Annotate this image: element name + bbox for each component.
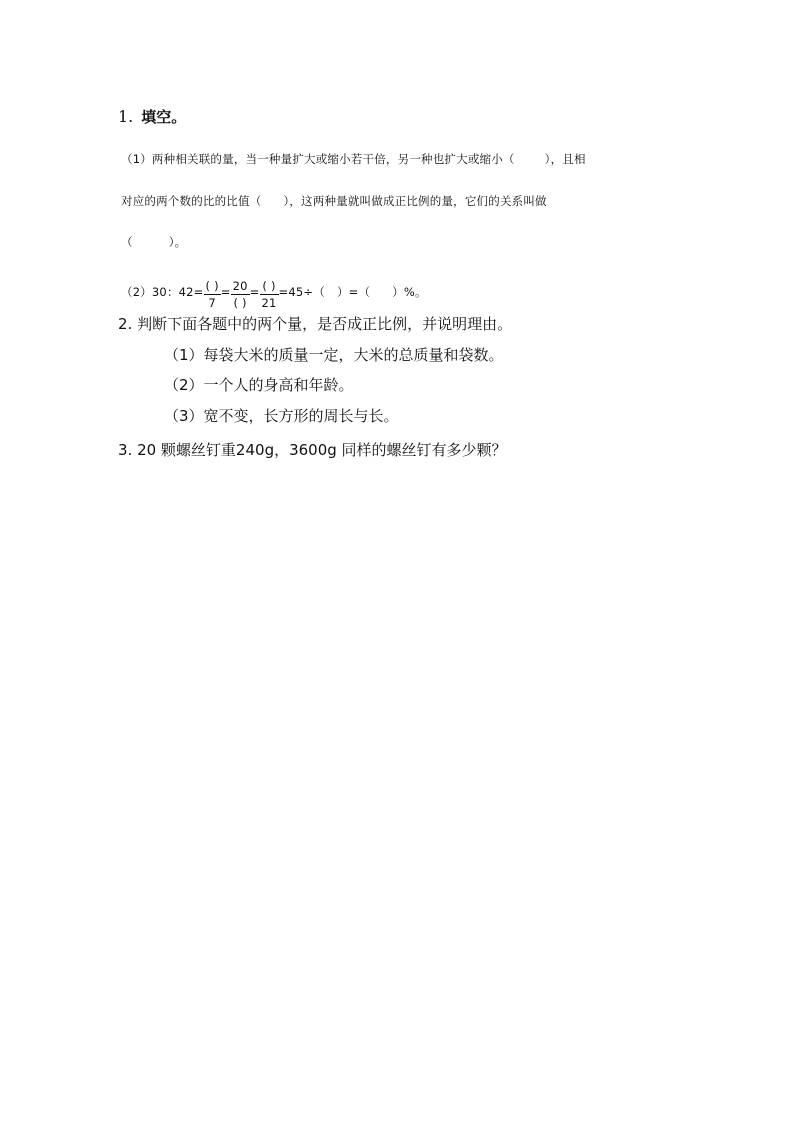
ratio-text: （2）30：42= (121, 285, 204, 299)
question-1-number: 1. (118, 107, 134, 126)
fraction-3 (260, 278, 279, 311)
equals-sign: = (249, 285, 260, 299)
fraction-3-denominator: 21 (261, 296, 277, 310)
question-3-title: 3. 20 颗螺丝钉重240g，3600g 同样的螺丝钉有多少颗？ (118, 441, 507, 459)
fraction-1-numerator: ( ) (205, 279, 219, 293)
question-2-item-3: （3）宽不变，长方形的周长与长。 (164, 407, 399, 425)
equals-sign: = (220, 285, 231, 299)
question-1-part-1-line-3 (121, 234, 186, 250)
question-1-title: 填空。 (141, 108, 187, 126)
fraction-1 (204, 278, 221, 311)
part-1-line-3-text-b: ）。 (168, 235, 187, 249)
fraction-2-denominator: ( ) (233, 296, 247, 310)
question-1-part-1-line-2 (121, 193, 547, 209)
fraction-3-numerator: ( ) (260, 278, 279, 295)
part-1-line-2-text-b: ），这两种量就叫做成正比例的量，它们的关系叫做 (283, 194, 547, 208)
question-2-item-2: （2）一个人的身高和年龄。 (164, 376, 354, 394)
fraction-1-denominator: 7 (208, 296, 216, 310)
part-1-text-b: ），且相 (544, 152, 586, 166)
percent-text: ）%。 (392, 285, 427, 299)
fraction-2 (231, 278, 250, 311)
equals-text: ）=（ (336, 285, 371, 299)
part-1-line-2-text-a: 对应的两个数的比的比值（ (121, 194, 262, 208)
question-1-part-2 (121, 276, 427, 309)
part-1-text-a: （1）两种相关联的量，当一种量扩大或缩小若干倍，另一种也扩大或缩小（ (121, 152, 515, 166)
division-text: =45÷（ (278, 285, 325, 299)
part-1-line-3-text-a: （ (121, 235, 133, 249)
question-1-part-1-line-1 (121, 151, 586, 167)
question-2-item-1: （1）每袋大米的质量一定，大米的总质量和袋数。 (164, 346, 504, 364)
question-2-title: 2. 判断下面各题中的两个量，是否成正比例，并说明理由。 (118, 315, 513, 333)
fraction-2-numerator: 20 (232, 279, 248, 293)
question-1-heading (118, 106, 186, 127)
